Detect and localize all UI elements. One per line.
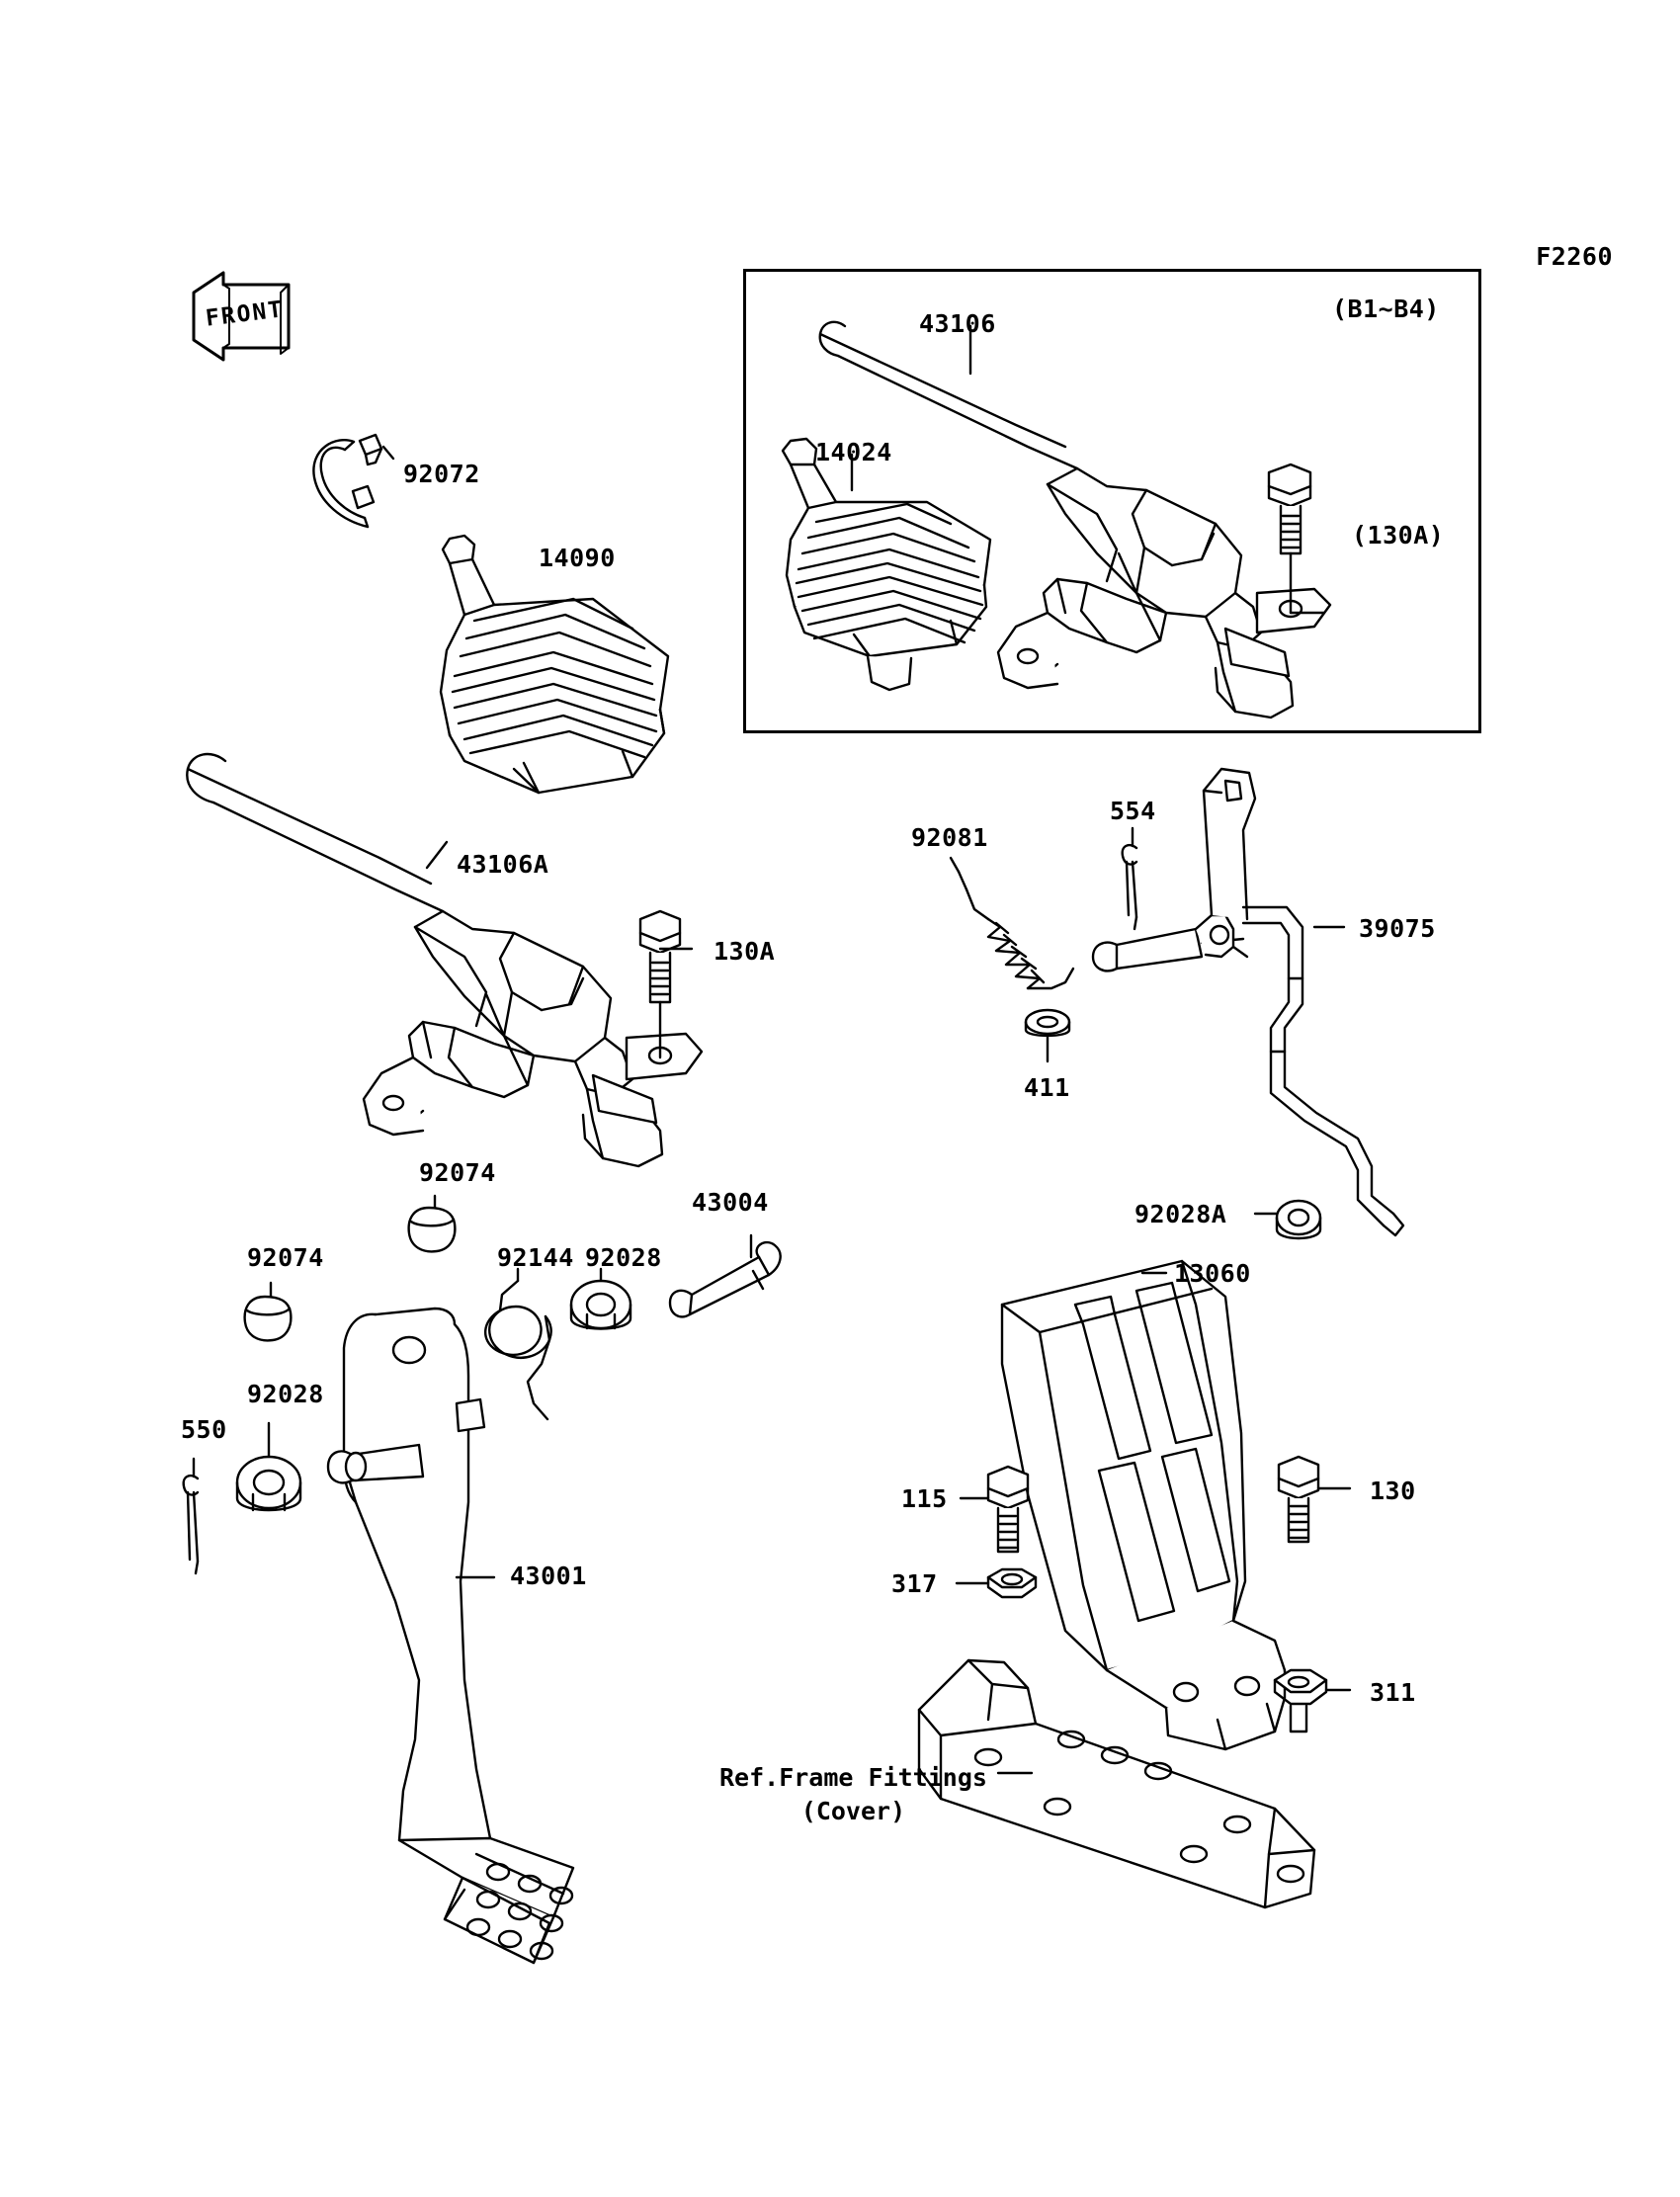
- part-43106A-lever: [187, 754, 702, 1166]
- part-callout-43106A: 43106A: [457, 850, 549, 879]
- part-callout-92074-lower: 92074: [247, 1243, 324, 1272]
- part-92028A-bushing: [1277, 1201, 1320, 1238]
- part-callout-115: 115: [901, 1484, 948, 1513]
- inset-variant-label: (B1~B4): [1332, 295, 1440, 323]
- part-callout-14090: 14090: [539, 544, 616, 572]
- part-callout-411: 411: [1024, 1073, 1070, 1102]
- part-callout-43106: 43106: [919, 309, 996, 338]
- part-554-cotter-pin: [1123, 845, 1136, 929]
- part-callout-43004: 43004: [692, 1188, 769, 1217]
- part-callout-92081: 92081: [911, 823, 988, 852]
- part-92074-cap-upper: [409, 1208, 456, 1251]
- part-43004-pin: [670, 1242, 781, 1316]
- sheet-code: F2260: [1536, 242, 1613, 271]
- part-callout-92074-upper: 92074: [419, 1158, 496, 1187]
- part-callout-39075: 39075: [1359, 914, 1436, 943]
- part-callout-92028-lower: 92028: [247, 1380, 324, 1408]
- part-callout-130A: 130A: [714, 937, 776, 966]
- variant-inset-box: [743, 269, 1481, 733]
- part-callout-554: 554: [1110, 797, 1156, 825]
- part-92072-clamp: [313, 435, 381, 527]
- part-550-cotter-pin: [184, 1476, 198, 1573]
- part-callout-43001: 43001: [510, 1562, 587, 1590]
- part-callout-92028A: 92028A: [1134, 1200, 1227, 1228]
- part-130-bolt: [1279, 1457, 1318, 1542]
- part-callout-14024: 14024: [815, 438, 892, 466]
- part-callout-317: 317: [891, 1569, 938, 1598]
- part-13060-accelerator-pedal: [1002, 1261, 1285, 1749]
- part-130A-bolt: [640, 911, 680, 1002]
- part-92074-cap-lower: [245, 1297, 292, 1340]
- front-marker-label: FRONT: [204, 296, 286, 332]
- part-callout-92028-upper: 92028: [585, 1243, 662, 1272]
- part-callout-550: 550: [181, 1415, 227, 1444]
- part-callout-92144: 92144: [497, 1243, 574, 1272]
- part-callout-13060: 13060: [1174, 1259, 1251, 1288]
- part-92144-spring: [485, 1281, 551, 1419]
- part-callout-92072: 92072: [403, 460, 480, 488]
- part-14090-regulator: [441, 536, 668, 793]
- part-callout-130A-inset: (130A): [1352, 521, 1445, 549]
- part-92028-bushing-upper: [571, 1281, 630, 1329]
- part-115-bolt: [988, 1467, 1028, 1552]
- reference-note: [719, 1761, 987, 1828]
- part-callout-130: 130: [1370, 1477, 1416, 1505]
- part-92028-bushing-lower: [237, 1457, 300, 1510]
- part-39075-rod: [1093, 769, 1403, 1235]
- part-317-nut: [988, 1569, 1036, 1597]
- part-92081-spring: [959, 872, 1073, 988]
- part-411-washer: [1026, 1010, 1069, 1036]
- reference-note-line1: Ref.Frame Fittings: [719, 1763, 987, 1792]
- part-callout-311: 311: [1370, 1678, 1416, 1707]
- reference-note-line2: (Cover): [800, 1797, 906, 1825]
